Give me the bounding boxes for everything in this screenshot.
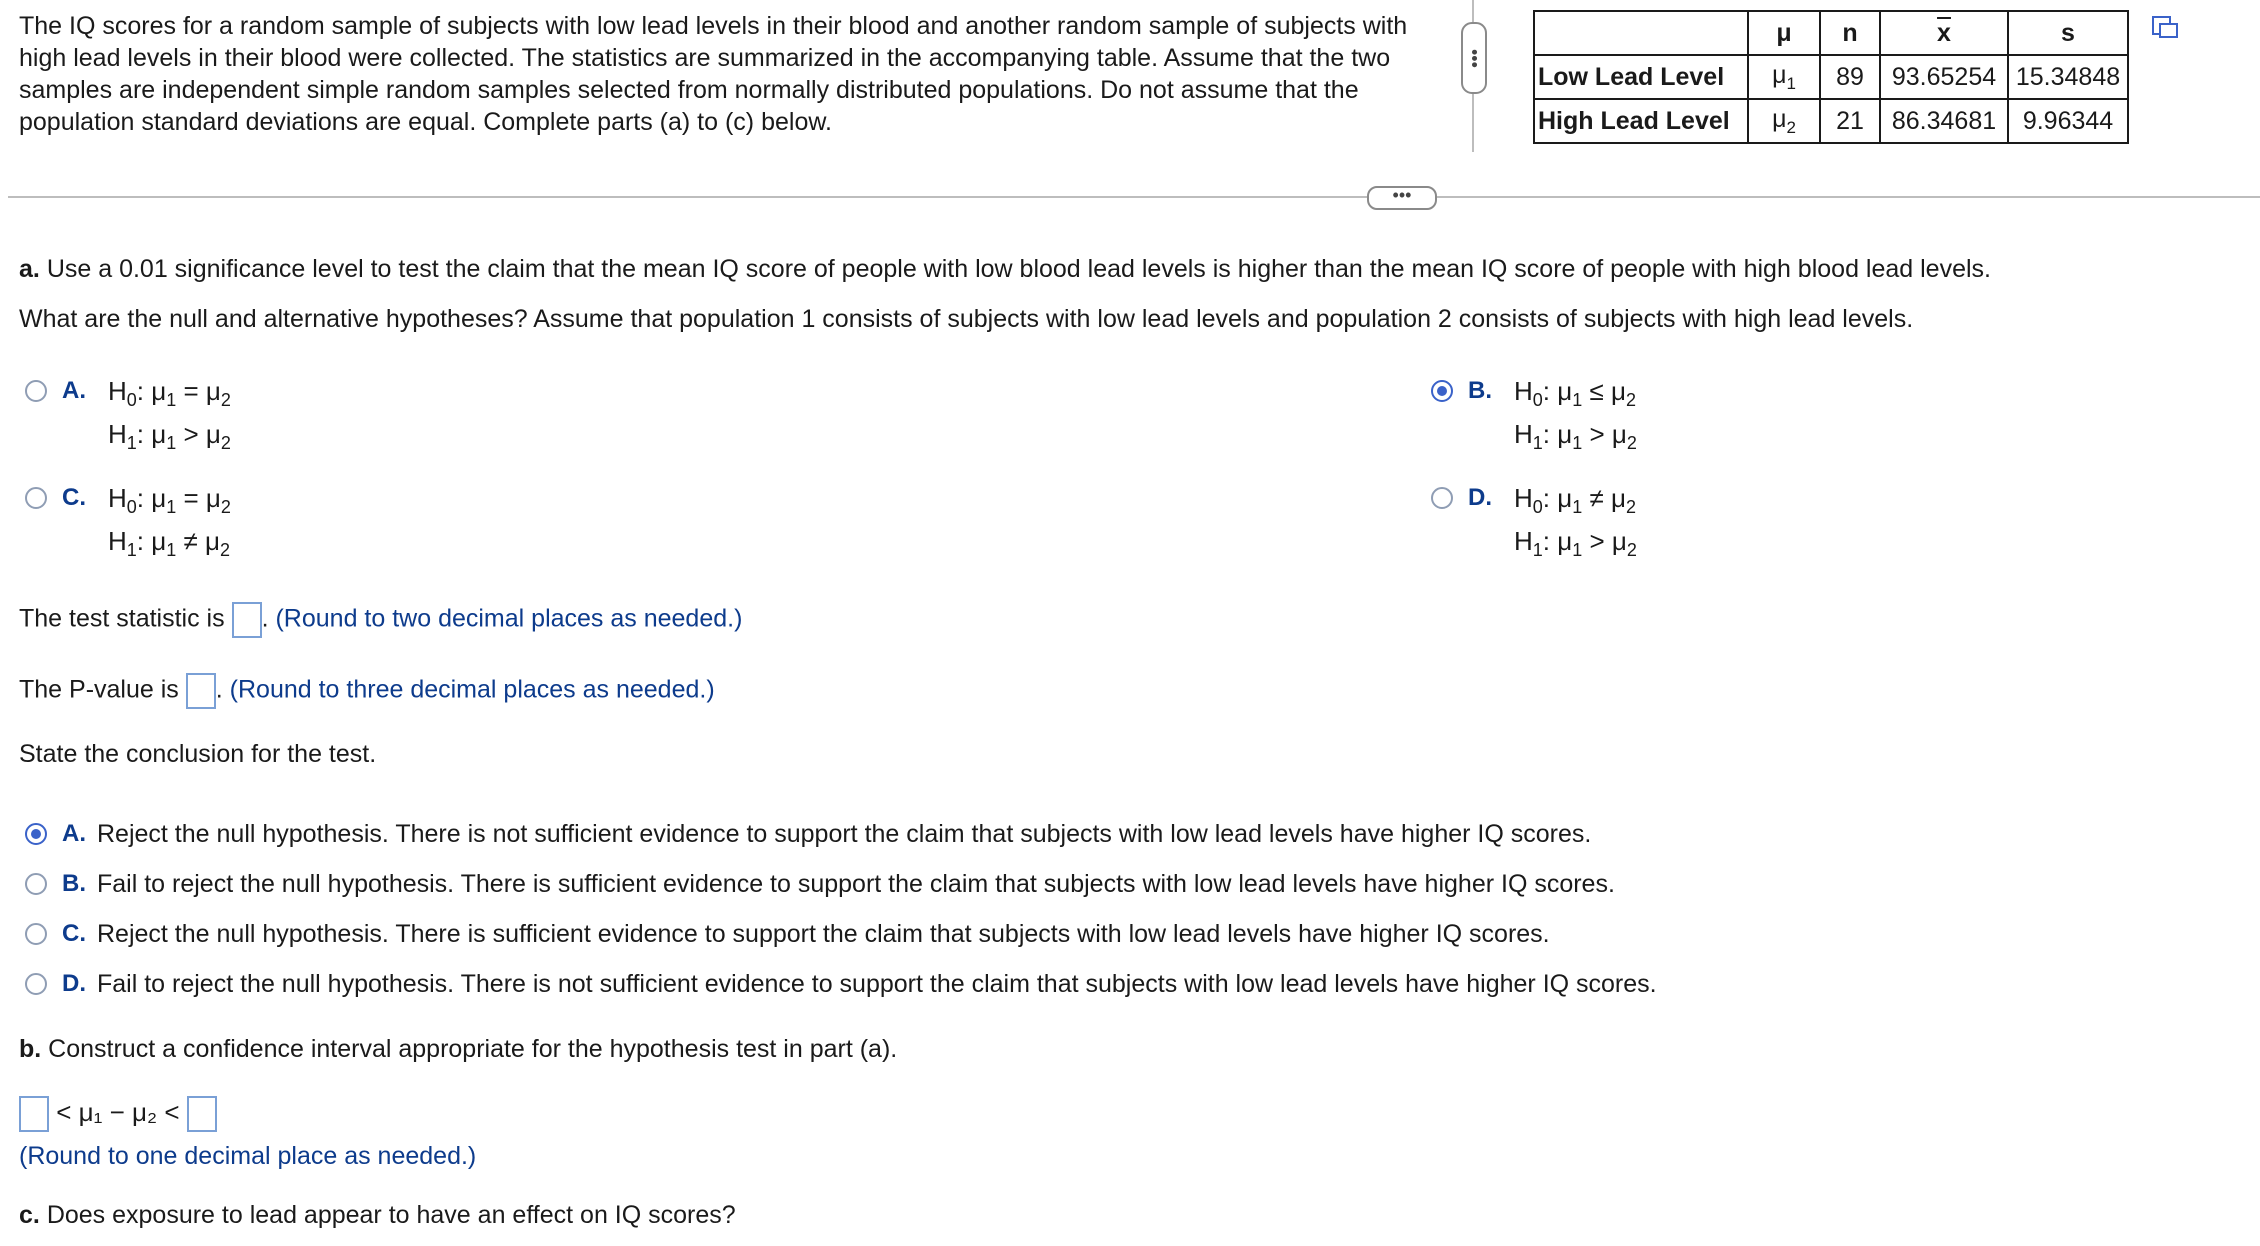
pvalue-hint: (Round to three decimal places as needed.) (229, 675, 715, 704)
header-xbar-label: $\overline{x}$ (1937, 18, 1951, 47)
conclusion-c-text: Reject the null hypothesis. There is sufficient evidence to support the claim that subjects with low lead levels have higher IQ scores. (97, 920, 1550, 948)
ci-middle-text: < μ₁ − μ₂ < (56, 1096, 180, 1127)
horizontal-divider (8, 196, 2260, 198)
conclusion-b-text: Fail to reject the null hypothesis. There is sufficient evidence to support the claim that subjects with low lead levels have higher IQ scores. (97, 870, 1615, 898)
part-a-question (19, 255, 1991, 284)
ci-lower-input[interactable] (19, 1096, 49, 1132)
conclusion-b-letter: B. (62, 870, 86, 897)
row-s: 15.34848 (2008, 55, 2128, 99)
row-xbar: 93.65254 (1880, 55, 2008, 99)
statistics-table (1533, 10, 2129, 144)
header-n: n (1820, 11, 1880, 55)
ci-upper-input[interactable] (187, 1096, 217, 1132)
table-row (1534, 55, 2128, 99)
hyp-option-d-letter: D. (1468, 484, 1492, 511)
copy-icon[interactable] (2150, 14, 2180, 44)
row-n: 21 (1820, 99, 1880, 143)
part-a-text: Use a 0.01 significance level to test the claim that the mean IQ score of people with low blood lead levels is higher than the mean IQ score of people with high blood lead levels. (46, 255, 1991, 283)
conclusion-d-radio[interactable] (25, 973, 47, 995)
hyp-option-a-h1: $H_1$: $\mu_1 > \mu_2$ (108, 419, 231, 454)
table-row (1534, 99, 2128, 143)
part-b-label: b. (19, 1035, 42, 1063)
hyp-option-b-radio[interactable] (1431, 380, 1453, 402)
hyp-option-a-h0: $H_0$: $\mu_1 = \mu_2$ (108, 376, 231, 411)
part-c-question (19, 1201, 736, 1230)
hyp-option-b-letter: B. (1468, 377, 1492, 404)
hyp-option-c-h1: $H_1$: $\mu_1 \ne \mu_2$ (108, 526, 230, 561)
part-c-text: Does exposure to lead appear to have an effect on IQ scores? (46, 1201, 736, 1229)
hyp-option-d-radio[interactable] (1431, 487, 1453, 509)
test-statistic-prefix: The test statistic is (19, 604, 225, 633)
vertical-splitter-handle[interactable]: ••• (1461, 22, 1487, 94)
part-b-text: Construct a confidence interval appropriate for the hypothesis test in part (a). (48, 1035, 898, 1063)
conclusion-a-letter: A. (62, 820, 86, 847)
header-xbar (1880, 11, 2008, 55)
row-label: Low Lead Level (1534, 55, 1748, 99)
table-header-row (1534, 11, 2128, 55)
conclusion-d-text: Fail to reject the null hypothesis. There is not sufficient evidence to support the claim that subjects with low lead levels have higher IQ scores. (97, 970, 1657, 998)
hyp-option-b-h0: $H_0$: $\mu_1 \le \mu_2$ (1514, 376, 1636, 411)
hyp-option-a-radio[interactable] (25, 380, 47, 402)
header-s: s (2008, 11, 2128, 55)
part-c-label: c. (19, 1201, 40, 1229)
header-mu: μ (1748, 11, 1820, 55)
hyp-option-c-radio[interactable] (25, 487, 47, 509)
row-s: 9.96344 (2008, 99, 2128, 143)
row-mu: $\mu_1$ (1748, 55, 1820, 99)
pvalue-prefix: The P-value is (19, 675, 179, 704)
row-n: 89 (1820, 55, 1880, 99)
row-mu: $\mu_2$ (1748, 99, 1820, 143)
hyp-option-b-h1: $H_1$: $\mu_1 > \mu_2$ (1514, 419, 1637, 454)
part-b-hint: (Round to one decimal place as needed.) (19, 1142, 477, 1170)
horizontal-splitter-handle[interactable]: ••• (1367, 186, 1437, 210)
test-statistic-line: The test statistic is . (Round to two decimal places as needed.) (19, 602, 742, 638)
conclusion-c-letter: C. (62, 920, 86, 947)
hyp-option-a-letter: A. (62, 377, 86, 404)
conclusion-a-radio[interactable] (25, 823, 47, 845)
hypotheses-question: What are the null and alternative hypotheses? Assume that population 1 consists of subjects with low lead levels and population 2 consists of subjects with high lead levels. (19, 305, 1914, 333)
part-a-label: a. (19, 255, 40, 283)
test-statistic-hint: (Round to two decimal places as needed.) (275, 604, 743, 633)
pvalue-input[interactable] (186, 673, 216, 709)
problem-intro: The IQ scores for a random sample of subjects with low lead levels in their blood and another random sample of subjects with high lead levels in their blood were collected. The statistics are summarized in the accompanying table. Assume that the two samples are independent simple random samples selected from normally distributed populations. Do not assume that the population standard deviations are equal. Complete parts (a) to (c) below. (19, 12, 1408, 136)
pvalue-line: The P-value is . (Round to three decimal places as needed.) (19, 673, 715, 709)
conclusion-prompt: State the conclusion for the test. (19, 740, 377, 768)
conclusion-b-radio[interactable] (25, 873, 47, 895)
conclusion-a-text: Reject the null hypothesis. There is not sufficient evidence to support the claim that subjects with low lead levels have higher IQ scores. (97, 820, 1592, 848)
hyp-option-c-h0: $H_0$: $\mu_1 = \mu_2$ (108, 483, 231, 518)
test-statistic-input[interactable] (232, 602, 262, 638)
confidence-interval-line (19, 1096, 217, 1132)
row-label: High Lead Level (1534, 99, 1748, 143)
conclusion-d-letter: D. (62, 970, 86, 997)
part-b-question (19, 1035, 897, 1064)
row-xbar: 86.34681 (1880, 99, 2008, 143)
conclusion-c-radio[interactable] (25, 923, 47, 945)
hyp-option-d-h1: $H_1$: $\mu_1 > \mu_2$ (1514, 526, 1637, 561)
hyp-option-d-h0: $H_0$: $\mu_1 \ne \mu_2$ (1514, 483, 1636, 518)
hyp-option-c-letter: C. (62, 484, 86, 511)
